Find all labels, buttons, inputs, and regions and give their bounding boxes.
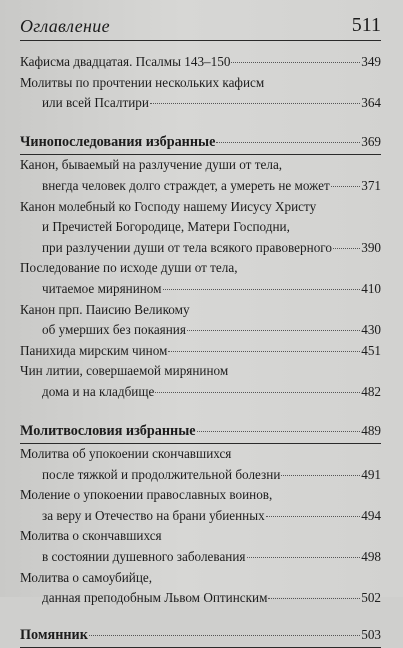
leader-dots	[155, 392, 360, 393]
toc-entry-title-cont: в состоянии душевного заболевания	[42, 549, 246, 565]
toc-entry[interactable]	[20, 52, 381, 73]
toc-entry-title-cont: или всей Псалтири	[42, 95, 149, 111]
toc-entry-page: 410	[361, 280, 381, 296]
leader-dots	[168, 351, 360, 352]
toc-entry[interactable]	[20, 526, 381, 567]
toc-entry-title-cont: читаемое мирянином	[42, 280, 162, 296]
toc-section-heading[interactable]	[20, 421, 381, 442]
leader-dots	[281, 475, 360, 476]
page-header	[20, 14, 381, 40]
leader-dots	[266, 516, 361, 517]
toc-entry[interactable]	[20, 155, 381, 196]
toc-entry-title: Молитва об упокоении скончавшихся	[20, 446, 232, 462]
toc-entry-title: Молитва о скончавшихся	[20, 528, 162, 544]
leader-dots	[247, 557, 361, 558]
toc-entry-title-cont: за веру и Отечество на брани убиенных	[42, 507, 265, 523]
section-title: Чинопоследования избранные	[20, 133, 216, 150]
section-title: Помянник	[20, 626, 88, 643]
toc-section-heading[interactable]	[20, 625, 381, 646]
toc-entry-page: 451	[361, 342, 381, 358]
toc-entry-title: Кафисма двадцатая. Псалмы 143–150	[20, 54, 231, 69]
toc-entry-title-cont: при разлучении души от тела всякого правоверного	[42, 239, 332, 255]
leader-dots	[197, 431, 361, 432]
toc-entry[interactable]	[20, 361, 381, 402]
section-page: 503	[361, 626, 381, 642]
leader-dots	[333, 248, 360, 249]
toc-entry-title: Моление о упокоении православных воинов,	[20, 487, 273, 503]
toc-entry-page: 349	[361, 54, 381, 69]
toc-entry[interactable]	[20, 444, 381, 485]
toc-entry-page: 390	[361, 239, 381, 255]
section-page: 489	[361, 422, 381, 438]
running-head-title: Оглавление	[20, 16, 110, 36]
toc-entry-title: Канон, бываемый на разлучение души от тела,	[20, 157, 283, 173]
toc-entry-page: 364	[361, 95, 381, 111]
leader-dots	[231, 62, 360, 63]
header-rule	[20, 40, 381, 41]
toc-entry-title: Канон прп. Паисию Великому	[20, 301, 190, 317]
toc-entry-title: Канон молебный ко Господу нашему Иисусу Христу	[20, 198, 317, 214]
page-number: 511	[351, 14, 381, 36]
leader-dots	[331, 186, 360, 187]
section-title: Молитвословия избранные	[20, 422, 196, 439]
leader-dots	[216, 142, 360, 143]
toc-entry-page: 491	[361, 466, 381, 482]
leader-dots	[150, 103, 360, 104]
toc-entry-title-cont: внегда человек долго страждет, а умереть не может	[42, 177, 330, 193]
toc-entry-title-cont: об умерших без покаяния	[42, 322, 186, 338]
toc-entry-title: Молитвы по прочтении нескольких кафисм	[20, 74, 265, 90]
toc-entry-page: 371	[361, 177, 381, 193]
leader-dots	[163, 289, 361, 290]
toc-entry-page: 482	[361, 383, 381, 399]
toc-entry[interactable]	[20, 568, 381, 609]
leader-dots	[89, 635, 360, 636]
toc-entry-title-cont: после тяжкой и продолжительной болезни	[42, 466, 281, 482]
toc-entry[interactable]	[20, 73, 381, 114]
toc-entry-title: Чин литии, совершаемой мирянином	[20, 363, 229, 379]
toc-entry-page: 502	[361, 590, 381, 606]
toc-entry[interactable]	[20, 258, 381, 299]
toc-entry-page: 494	[361, 507, 381, 523]
toc-entry[interactable]	[20, 300, 381, 341]
toc-section-heading[interactable]	[20, 132, 381, 153]
leader-dots	[187, 330, 360, 331]
toc-entry-title-cont: дома и на кладбище	[42, 383, 155, 399]
toc-entry-page: 498	[361, 549, 381, 565]
toc-entry[interactable]	[20, 197, 381, 259]
toc-entry-title: Панихида мирским чином	[20, 342, 168, 358]
section-page: 369	[361, 133, 381, 149]
toc-entry-title-cont: данная преподобным Львом Оптинским	[42, 590, 268, 606]
toc-entry-page: 430	[361, 322, 381, 338]
table-of-contents	[20, 52, 381, 648]
toc-entry[interactable]	[20, 341, 381, 362]
leader-dots	[268, 598, 360, 599]
toc-entry[interactable]	[20, 485, 381, 526]
toc-entry-title-cont: и Пречистей Богородице, Матери Господни,	[42, 219, 290, 235]
toc-entry-title: Последование по исходе души от тела,	[20, 260, 238, 276]
toc-entry-title: Молитва о самоубийце,	[20, 569, 153, 585]
